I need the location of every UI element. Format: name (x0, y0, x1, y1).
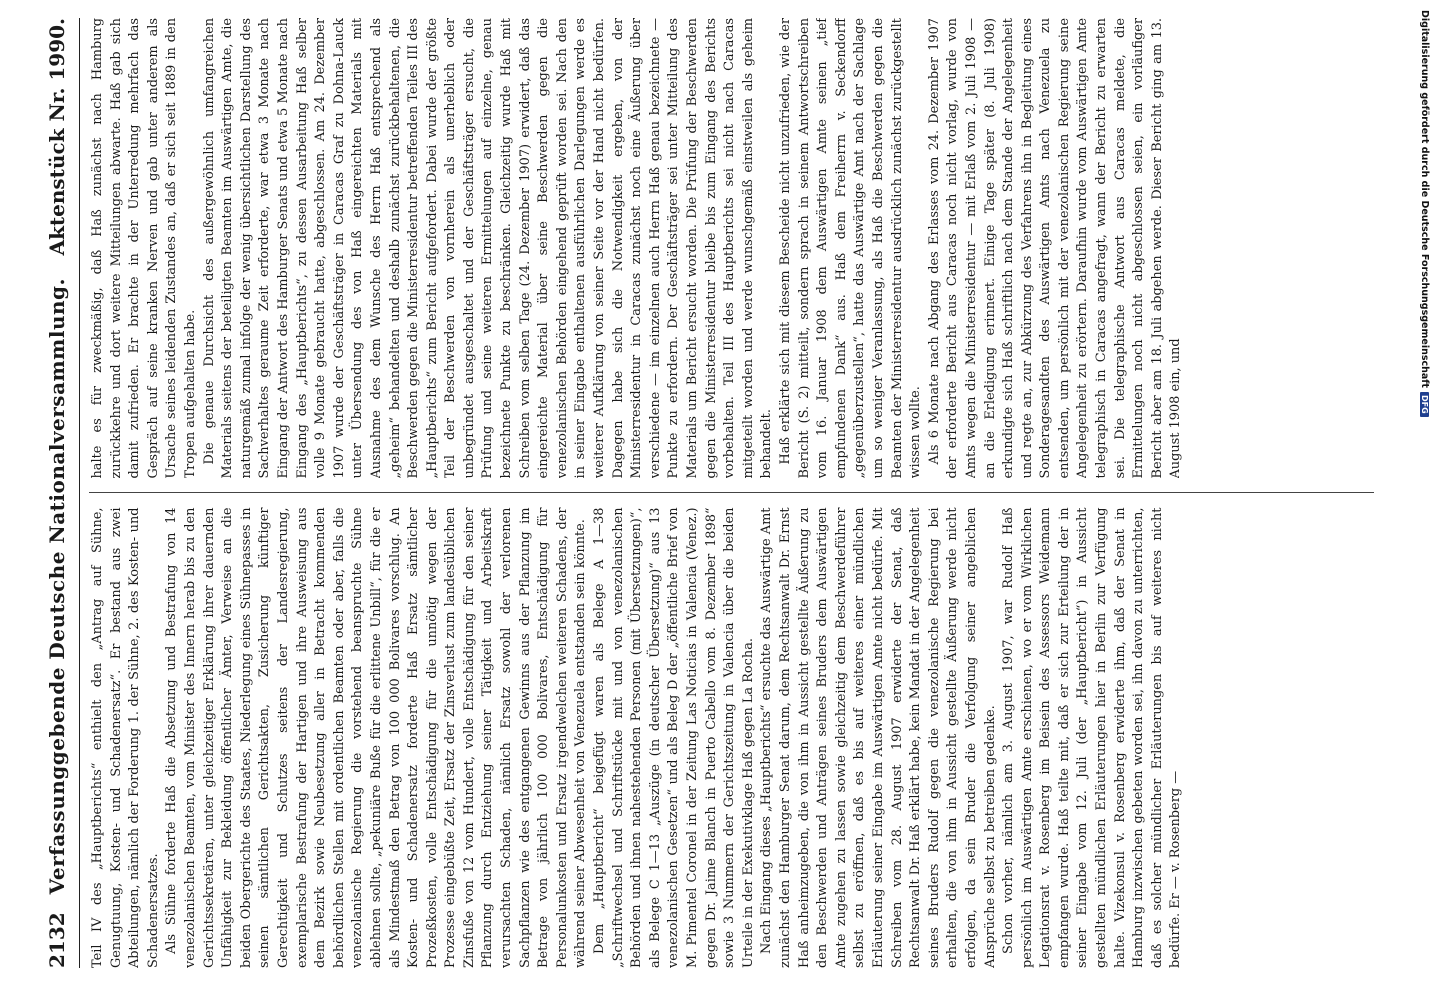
rotated-page (45, 18, 1383, 968)
dfg-logo: DFG (1420, 392, 1429, 417)
column-divider (89, 493, 1374, 494)
running-head: Verfassunggebende Deutsche Nationalversammlung. (45, 278, 69, 895)
digitization-note (1419, 10, 1430, 417)
paragraph: Schon vorher, nämlich am 3. August 1907, war Rudolf Haß persönlich im Auswärtigen Amte erschienen, wo er vom Wirklichen Legationsrat v. Rosenberg im Beisein des Assessors Weidemann empfangen wurde. Haß teilte mit, daß er sich zur Erteilung der in seiner Eingabe vom 12. Juli (der „Hauptbericht“) in Aussicht gestellten mündlichen Erläuterungen hier in Berlin zur Verfügung halte. Vizekonsul v. Rosenberg erwiderte ihm, daß der Senat in Hamburg inzwischen gebeten worden sei, ihn davon zu unterrichten, daß es solcher mündlicher Erläuterungen bis auf weiteres nicht bedürfe. Er — v. Rosenberg — (1001, 507, 1184, 968)
paragraph: Als 6 Monate nach Abgang des Erlasses vom 24. Dezember 1907 der erforderte Bericht aus Caracas noch nicht vorlag, wurde von Amts wegen die Ministerresidentur — mit Erlaß vom 2. Juli 1908 — an die Erledigung erinnert. Einige Tage später (8. Juli 1908) erkundigte sich Haß schriftlich nach dem Stande der Angelegenheit und regte an, zur Abkürzung des Verfahrens ihn in Begleitung eines Sonderagesandten des Auswärtigen Amts nach Venezuela zu entsenden, um persönlich mit der venezolanischen Regierung seine Angelegenheit zu erörtern. Daraufhin wurde vom Auswärtigen Amte telegraphisch in Caracas angefragt, wann der Bericht zu erwarten sei. Die telegraphische Antwort aus Caracas meldete, die Ermittelungen noch nicht abgeschlossen seien, ein vorläufiger Bericht aber am 18. Juli abgehen werde. Dieser Bericht ging am 13. August 1908 ein, und (926, 18, 1184, 479)
paragraph: Nach Eingang dieses „Hauptberichts“ ersuchte das Auswärtige Amt zunächst den Hamburger Senat darum, dem Rechtsanwalt Dr. Ernst Haß anheimzugeben, die von ihm in Aussicht gestellte Äußerung zu den Beschwerden und Anträgen seines Bruders dem Auswärtigen Amte zugehen zu lassen sowie gleichzeitig dem Beschwerdeführer selbst zu eröffnen, daß es bis auf weiteres einer mündlichen Erläuterung seiner Eingabe im Auswärtigen Amte nicht bedürfe. Mit Schreiben vom 28. August 1907 erwiderte der Senat, daß Rechtsanwalt Dr. Haß erklärt habe, kein Mandat in der Angelegenheit seines Bruders Rudolf gegen die venezolanische Regierung bei erhalten, die von ihm in Aussicht gestellte Äußerung werde nicht erfolgen, da sein Bruder die Verfolgung seiner angeblichen Ansprüche selbst zu betreiben gedenke. (759, 507, 998, 968)
paragraph: Als Sühne forderte Haß die Absetzung und Bestrafung von 14 venezolanischen Beamten, vom Minister des Innern herab bis zu den Gerichtssekretären, unter gleichzeitiger Erklärung ihrer dauernden Unfähigkeit zur Bekleidung öffentlicher Ämter, Verweise an die beiden Obergerichte des Staates, Niederlegung eines Sühnepasses in seinen sämtlichen Gerichtsakten, Zusicherung künftiger Gerechtigkeit und Schutzes seitens der Landesregierung, exemplarische Bestrafung der Hartigen und ihre Ausweisung aus dem Bezirk sowie Neubesetzung aller in Betracht kommenden behördlichen Stellen mit ordentlichen Beamten oder aber, falls die venezolanische Regierung die vorstehend beanspruchte Sühne ablehnen sollte, „pekuniäre Buße für die erlittene Unbill“, für die er als Mindestmaß den Betrag von 100 000 Bolivares vorschlug. An Kosten- und Schadenersatz forderte Haß Ersatz sämtlicher Prozeßkosten, volle Entschädigung für die unnötig wegen der Prozesse eingebüßte Zeit, Ersatz der Zinsverlust zum landesüblichen Zinsfuße von 12 vom Hundert, volle Entschädigung für den seiner Pflanzung durch Entziehung seiner Tätigkeit und Arbeitskraft verursachten Schaden, nämlich Ersatz sowohl der verlorenen Sachpflanzen wie des entgangenen Gewinns aus der Pflanzung im Betrage von jährlich 100 000 Bolivares, Entschädigung für Personalunkosten und Ersatz irgendwelchen weiteren Schadens, der während seiner Abwesenheit von Venezuela entstanden sein könnte. (164, 507, 589, 968)
paragraph: halte es für zweckmäßig, daß Haß zunächst nach Hamburg zurückkehre und dort weitere Mitteilungen abwarte. Haß gab sich damit zufrieden. Er brachte in der Unterredung mehrfach das Gespräch auf seine kranken Nerven und gab unter anderem als Ursache seines leidenden Zustandes an, daß er sich seit 1889 in den Tropen aufgehalten habe. (90, 18, 198, 479)
paragraph: Dem „Hauptbericht“ beigefügt waren als Belege A 1—38 „Schriftwechsel und Schriftstücke mit und von venezolanischen Behörden und ihnen nahestehenden Personen (mit Übersetzungen)“, als Belege C 1—13 „Auszüge (in deutscher Übersetzung)“ aus 13 venezolanischen Gesetzen“ und als Beleg D der „öffentliche Brief von M. Pimentel Coronel in der Zeitung Las Noticias in Valencia (Venez.) gegen Dr. Jaime Blanch in Puerto Cabello vom 8. Dezember 1898“ sowie 3 Nummern der Gerichtszeitung in Valencia über die beiden Urteile in der Exekutivklage Haß gegen La Rocha. (592, 507, 756, 968)
right-column (89, 18, 1374, 479)
paragraph: Die genaue Durchsicht des außergewöhnlich umfangreichen Materials seitens der beteiligten Beamten im Auswärtigen Amte, die naturgemäß zumal infolge der wenig übersichtlichen Darstellung des Sachverhaltes geraume Zeit erforderte, war etwa 3 Monate nach Eingang der Antwort des Hamburger Senats und etwa 5 Monate nach Eingang des „Hauptberichts“, zu dessen Ausarbeitung Haß selber volle 9 Monate gebraucht hatte, abgeschlossen. Am 24. Dezember 1907 wurde der Geschäftsträger in Caracas Graf zu Dohna-Lauck unter Übersendung des von Haß eingereichten Materials mit Ausnahme des dem Wunsche des Herrn Haß entsprechend als „geheim“ behandelten und deshalb zunächst zurückbehaltenen, die Beschwerden gegen die Ministerresidentur betreffenden Teiles III des „Hauptberichts“ zum Bericht aufgefordert. Dabei wurde der größte Teil der Beschwerden von vornherein als unerheblich oder unbegründet ausgeschaltet und der Geschäftsträger ersucht, die Prüfung und seine weiteren Ermittelungen auf einzelne, genau bezeichnete Punkte zu beschränken. Gleichzeitig wurde Haß mit Schreiben vom selben Tage (24. Dezember 1907) erwidert, daß das eingereichte Material über seine Beschwerden gegen die venezolanischen Behörden eingehend geprüft worden sei. Nach den in seiner Eingabe enthaltenen ausführlichen Darlegungen werde es weiterer Aufklärung von seiner Seite vor der Hand nicht bedürfen. Dagegen habe sich die Notwendigkeit ergeben, von der Ministerresidentur in Caracas zunächst noch eine Äußerung über verschiedene — im einzelnen auch Herrn Haß genau bezeichnete — Punkte zu erfordern. Der Geschäftsträger sei unter Mitteilung des Materials um Bericht ersucht worden. Die Prüfung der Beschwerden gegen die Ministerresidentur bleibe bis zum Eingang des Berichts vorbehalten. Teil III des Hauptberichts sei nicht nach Caracas mitgeteilt worden und werde wunschgemäß einstweilen als geheim behandelt. (201, 18, 775, 479)
document-number: Aktenstück Nr. 1990. (45, 18, 69, 256)
paragraph: Haß erklärte sich mit diesem Bescheide nicht unzufrieden, wie der Bericht (S. 2) mitteilt, sondern sprach in seinem Antwortschreiben vom 16. Januar 1908 dem Auswärtigen Amte seinen „tief empfundenen Dank“ aus. Haß dem Freiherrn v. Seckendorff „gegenüberzustellen“, hatte das Auswärtige Amt nach der Sachlage um so weniger Veranlassung, als Haß die Beschwerden gegen die Beamten der Ministerresidentur ausdrücklich zunächst zurückgestellt wissen wollte. (777, 18, 924, 479)
left-column (89, 508, 1374, 969)
digitization-note-text: Digitalisierung gefördert durch die Deutsche Forschungsgemeinschaft (1419, 10, 1430, 388)
page-number: 2132 (45, 912, 69, 968)
text-columns (89, 18, 1374, 968)
page-header (45, 18, 80, 968)
paragraph: Teil IV des „Hauptberichts“ enthielt den „Antrag auf Sühne, Genugtuung, Kosten- und Schadenersatz“. Er bestand aus zwei Abteilungen, nämlich der Forderung 1. der Sühne, 2. des Kosten- und Schadenersatzes. (90, 507, 161, 968)
